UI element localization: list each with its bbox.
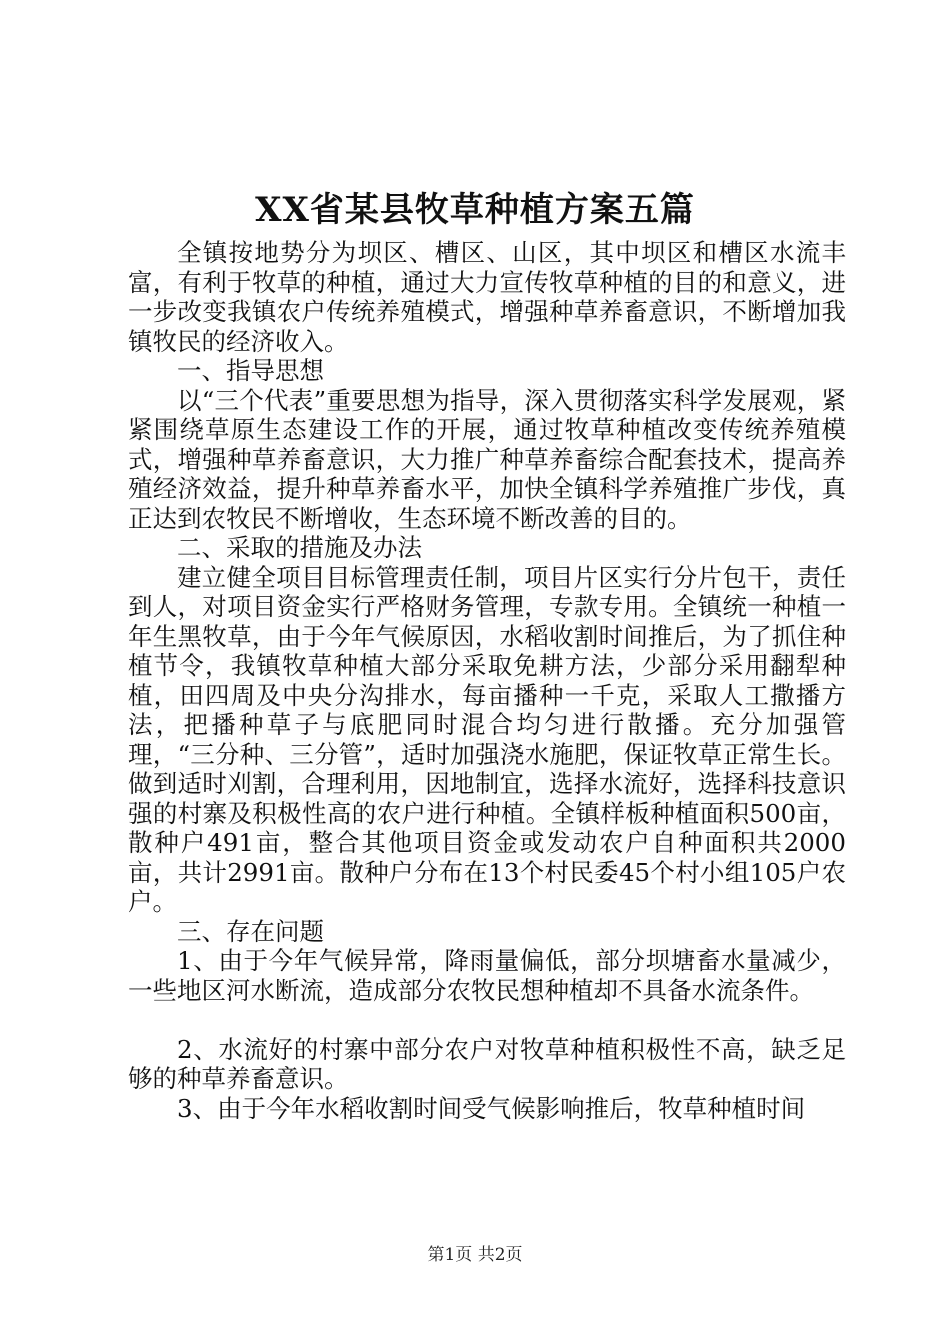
problem-item: 2、水流好的村寨中部分农户对牧草种植积极性不高，缺乏足够的种草养畜意识。	[128, 1034, 846, 1093]
section-heading-measures: 二、采取的措施及办法	[177, 533, 422, 562]
section-heading-guiding-thought: 一、指导思想	[177, 356, 324, 385]
page-footer: 第1页 共2页	[427, 1245, 523, 1265]
document-title: XX省某县牧草种植方案五篇	[255, 190, 695, 230]
section-heading-problems: 三、存在问题	[177, 916, 324, 946]
measures-paragraph: 建立健全项目目标管理责任制，项目片区实行分片包干，责任到人，对项目资金实行严格财务管理，专款专用。全镇统一种植一年生黑牧草，由于今年气候原因，水稻收割时间推后，为了抓住种植节令，我镇牧草种植大部分采取免耕方法，少部分采用翻犁种植，田四周及中央分沟排水，每亩播种一千克，采取人工撒播方法，把播种草子与底肥同时混合均匀进行散播。充分加强管理，“三分种、三分管”，适时加强浇水施肥，保证牧草正常生长。做到适时刈割，合理利用，因地制宜，选择水流好，选择科技意识强的村寨及积极性高的农户进行种植。全镇样板种植面积500亩，散种户491亩，整合其他项目资金或发动农户自种面积共2000亩，共计2991亩。散种户分布在13个村民委45个村小组105户农户。	[128, 562, 846, 916]
guiding-thought-paragraph: 以“三个代表”重要思想为指导，深入贯彻落实科学发展观，紧紧围绕草原生态建设工作的开展，通过牧草种植改变传统养殖模式，增强种草养畜意识，大力推广种草养畜综合配套技术，提高养殖经济效益，提升种草养畜水平，加快全镇科学养殖推广步伐，真正达到农牧民不断增收，生态环境不断改善的目的。	[128, 385, 846, 533]
problem-item: 3、由于今年水稻收割时间受气候影响推后，牧草种植时间	[177, 1093, 806, 1123]
problem-item: 1、由于今年气候异常，降雨量偏低，部分坝塘畜水量减少，一些地区河水断流，造成部分农牧民想种植却不具备水流条件。	[128, 946, 846, 1005]
blank-line	[128, 1005, 846, 1035]
document-body	[128, 238, 846, 1123]
intro-paragraph: 全镇按地势分为坝区、槽区、山区，其中坝区和槽区水流丰富，有利于牧草的种植，通过大力宣传牧草种植的目的和意义，进一步改变我镇农户传统养殖模式，增强种草养畜意识，不断增加我镇牧民的经济收入。	[128, 238, 846, 356]
